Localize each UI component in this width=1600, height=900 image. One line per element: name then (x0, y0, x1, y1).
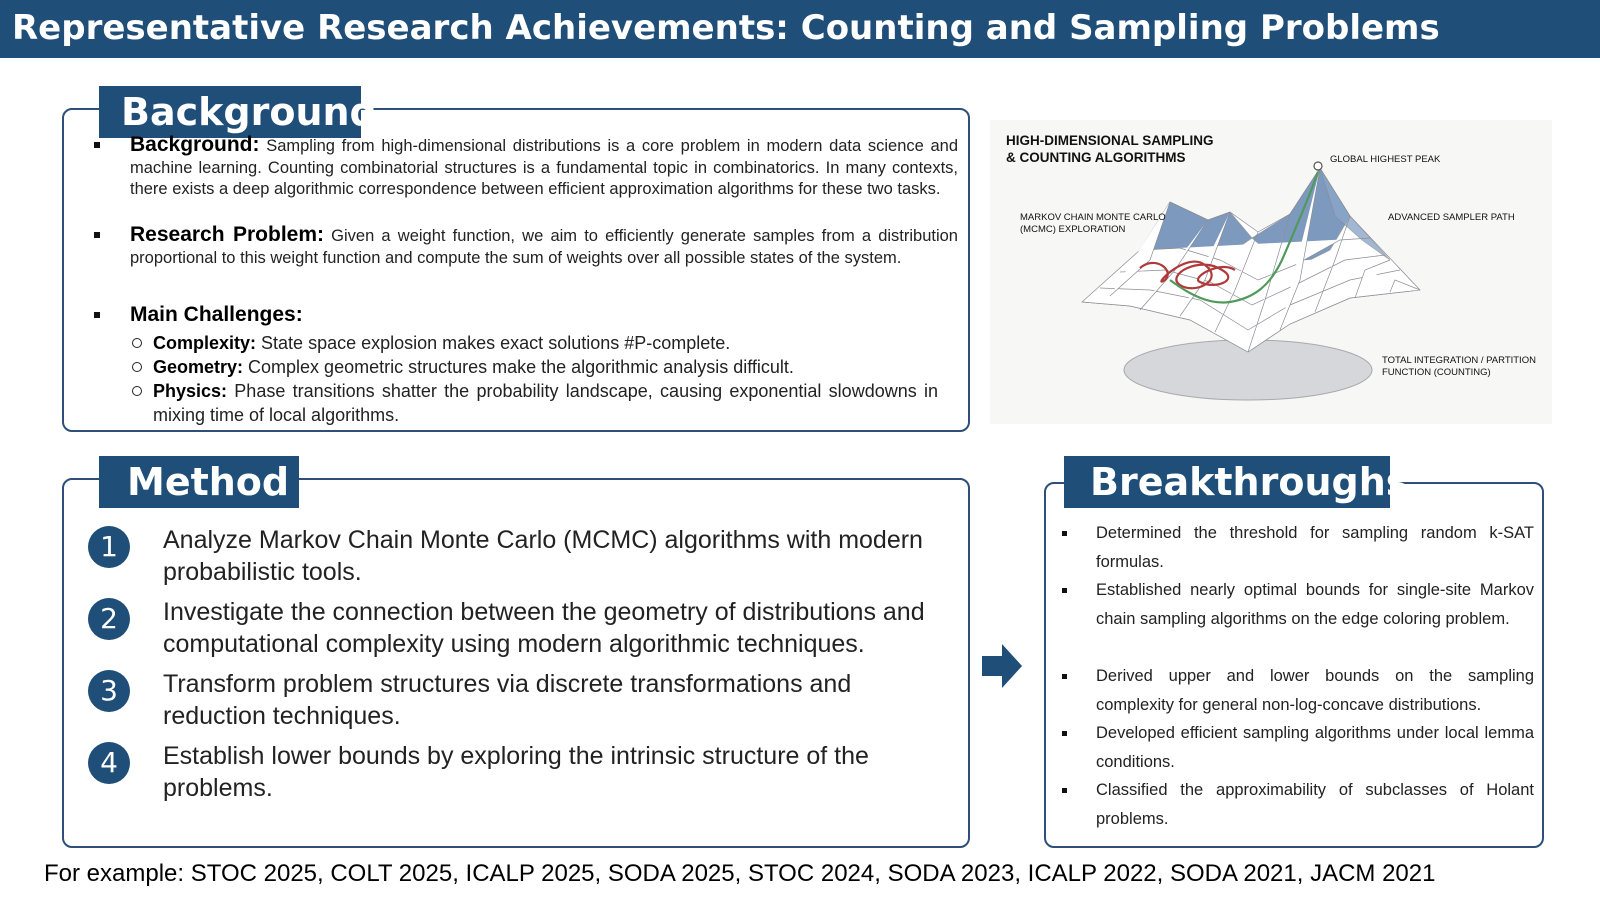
challenge-label: Complexity: (153, 333, 257, 353)
label-mcmc-line2: (MCMC) EXPLORATION (1020, 224, 1126, 235)
label-total-line2: FUNCTION (COUNTING) (1382, 367, 1491, 378)
surface-mesh (1082, 168, 1420, 352)
bullet-circle (132, 386, 142, 396)
challenge-label: Geometry: (153, 357, 244, 377)
background-heading: Background (99, 86, 361, 138)
breakthrough-item (1058, 662, 1534, 719)
figure-title-line2: & COUNTING ALGORITHMS (1006, 150, 1186, 165)
breakthrough-text: Classified the approximability of subclasses of Holant problems. (1096, 781, 1534, 828)
item-text: Given a weight function, we aim to efficiently generate samples from a distribution proportional to this weight function and compute the sum of weights over all possible states of the system. (130, 227, 958, 267)
bullet-square (1062, 788, 1067, 793)
landscape-illustration (990, 120, 1552, 424)
background-item-research-problem (88, 224, 958, 269)
landscape-figure (990, 120, 1552, 424)
challenge-geometry (130, 355, 938, 379)
challenge-text: Phase transitions shatter the probability landscape, causing exponential slowdowns in mixing time of local algorithms. (153, 381, 938, 425)
step-number-badge: 2 (88, 598, 130, 640)
method-item (88, 596, 958, 660)
title-bar (0, 0, 1600, 58)
step-number-badge: 1 (88, 526, 130, 568)
breakthrough-text: Derived upper and lower bounds on the sampling complexity for general non-log-concave distributions. (1096, 667, 1534, 714)
bullet-square (94, 232, 100, 238)
challenge-text: Complex geometric structures make the algorithmic analysis difficult. (243, 357, 794, 377)
breakthrough-item (1058, 719, 1534, 776)
bullet-circle (132, 338, 142, 348)
breakthrough-text: Developed efficient sampling algorithms under local lemma conditions. (1096, 724, 1534, 771)
method-item (88, 740, 958, 804)
step-number-badge: 3 (88, 670, 130, 712)
method-text: Investigate the connection between the geometry of distributions and computational complexity using modern algorithmic techniques. (163, 598, 925, 658)
figure-title-line1: HIGH-DIMENSIONAL SAMPLING (1006, 133, 1214, 148)
challenge-complexity (130, 331, 938, 355)
method-text: Analyze Markov Chain Monte Carlo (MCMC) algorithms with modern probabilistic tools. (163, 526, 923, 586)
breakthroughs-heading: Breakthroughs (1064, 456, 1390, 508)
step-number-badge: 4 (88, 742, 130, 784)
method-text: Transform problem structures via discrete transformations and reduction techniques. (163, 670, 852, 730)
label-total-line1: TOTAL INTEGRATION / PARTITION (1382, 355, 1536, 366)
bullet-square (1062, 731, 1067, 736)
challenge-label: Physics: (153, 381, 228, 401)
label-mcmc-line1: MARKOV CHAIN MONTE CARLO (1020, 212, 1166, 223)
method-item (88, 524, 958, 588)
method-item (88, 668, 958, 732)
method-text: Establish lower bounds by exploring the intrinsic structure of the problems. (163, 742, 869, 802)
bullet-square (94, 142, 100, 148)
bullet-square (94, 312, 100, 318)
right-arrow-icon (982, 644, 1022, 688)
peak-marker (1314, 162, 1322, 170)
background-item-challenges (88, 304, 958, 328)
bullet-circle (132, 362, 142, 372)
item-label: Main Challenges: (130, 303, 303, 326)
item-label: Background: (130, 133, 260, 156)
breakthrough-text: Determined the threshold for sampling random k-SAT formulas. (1096, 524, 1534, 571)
label-global-peak: GLOBAL HIGHEST PEAK (1330, 154, 1441, 165)
slide-title: Representative Research Achievements: Counting and Sampling Problems (12, 8, 1440, 48)
challenge-physics (130, 379, 938, 427)
breakthrough-text: Established nearly optimal bounds for single-site Markov chain sampling algorithms on the edge coloring problem. (1096, 581, 1534, 628)
breakthrough-item (1058, 519, 1534, 576)
bullet-square (1062, 674, 1067, 679)
bullet-square (1062, 531, 1067, 536)
footer-publications: For example: STOC 2025, COLT 2025, ICALP 2025, SODA 2025, STOC 2024, SODA 2023, ICALP 2022, SODA 2021, JACM 2021 (44, 860, 1436, 887)
item-text: Sampling from high-dimensional distributions is a core problem in modern data science and machine learning. Counting combinatorial structures is a fundamental topic in combinatorics. In many contexts, there exists a deep algorithmic correspondence between efficient approximation algorithms for these two tasks. (130, 137, 958, 198)
background-item-background (88, 134, 958, 201)
method-heading: Method (99, 456, 299, 508)
challenge-text: State space explosion makes exact solutions #P-complete. (256, 333, 731, 353)
bullet-square (1062, 588, 1067, 593)
item-label: Research Problem: (130, 223, 324, 246)
label-sampler-path: ADVANCED SAMPLER PATH (1388, 212, 1515, 223)
breakthrough-item (1058, 576, 1534, 633)
breakthrough-item (1058, 776, 1534, 833)
